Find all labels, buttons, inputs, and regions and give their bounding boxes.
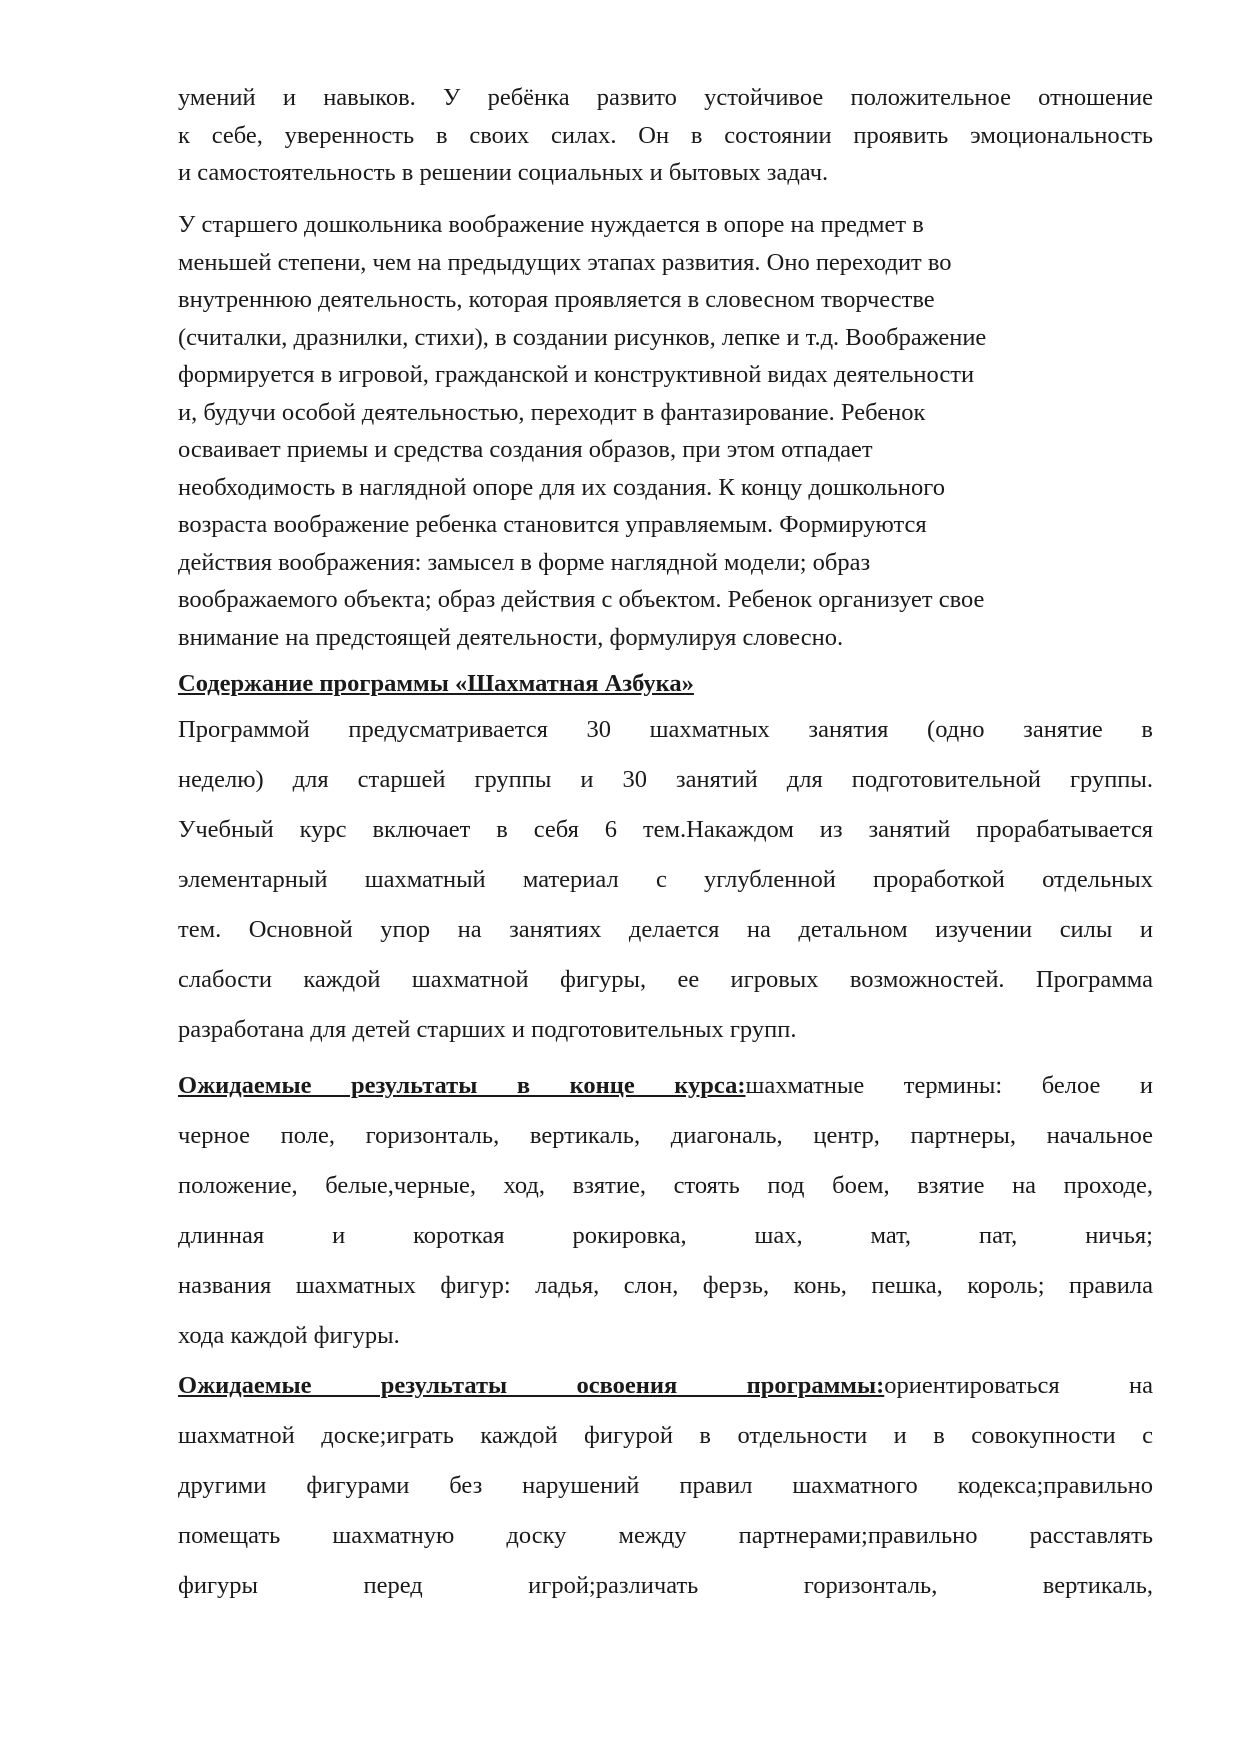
text-line: слабости каждой шахматной фигуры, ее игровых возможностей. Программа [178, 966, 1153, 993]
text-line: черное поле, горизонталь, вертикаль, диагональ, центр, партнеры, начальное [178, 1122, 1153, 1149]
paragraph-lead: Ожидаемые результаты в конце курса: [178, 1072, 746, 1099]
text-line: возраста воображение ребенка становится управляемым. Формируются [178, 511, 927, 538]
text-line: фигуры перед игрой;различать горизонталь, вертикаль, [178, 1572, 1153, 1599]
text-line: Учебный курс включает в себя 6 тем.Накаждом из занятий прорабатывается [178, 816, 1153, 843]
text-line: другими фигурами без нарушений правил шахматного кодекса;правильно [178, 1472, 1153, 1499]
text-line: и, будучи особой деятельностью, переходит в фантазирование. Ребенок [178, 398, 926, 426]
text-segment: шахматные термины: белое и [745, 1072, 1154, 1099]
text-line [178, 1361, 1153, 1411]
paragraph-expected-results-program [178, 1361, 1153, 1611]
text-line: разработана для детей старших и подготовительных групп. [178, 1016, 797, 1043]
paragraph-lead: Ожидаемые результаты освоения программы: [178, 1372, 885, 1399]
text-line: названия шахматных фигур: ладья, слон, ферзь, конь, пешка, король; правила [178, 1272, 1153, 1299]
text-line: элементарный шахматный материал с углубленной проработкой отдельных [178, 866, 1153, 893]
text-line: внимание на предстоящей деятельности, формулируя словесно. [178, 623, 844, 651]
text-line: меньшей степени, чем на предыдущих этапах развития. Оно переходит во [178, 248, 952, 276]
text-line: Программой предусматривается 30 шахматных занятия (одно занятие в [178, 716, 1153, 743]
paragraph-imagination [178, 206, 1153, 656]
text-line: хода каждой фигуры. [178, 1322, 400, 1349]
text-line: (считалки, дразнилки, стихи), в создании рисунков, лепке и т.д. Воображение [178, 323, 987, 351]
paragraph-program-content [178, 705, 1153, 1055]
paragraph-expected-results-course [178, 1061, 1153, 1361]
text-line: необходимость в наглядной опоре для их создания. К концу дошкольного [178, 473, 945, 501]
text-line: У старшего дошкольника воображение нуждается в опоре на предмет в [178, 211, 924, 238]
text-line: воображаемого объекта; образ действия с объектом. Ребенок организует свое [178, 586, 985, 613]
text-line: к себе, уверенность в своих силах. Он в состоянии проявить эмоциональность [178, 121, 1153, 149]
section-heading: Содержание программы «Шахматная Азбука» [178, 670, 694, 697]
text-line [178, 1061, 1153, 1111]
paragraph-self-confidence [178, 79, 1153, 192]
text-line: помещать шахматную доску между партнерами;правильно расставлять [178, 1522, 1153, 1549]
text-line: действия воображения: замысел в форме наглядной модели; образ [178, 548, 871, 576]
text-line: длинная и короткая рокировка, шах, мат, пат, ничья; [178, 1222, 1153, 1249]
text-line: формируется в игровой, гражданской и конструктивной видах деятельности [178, 361, 975, 388]
text-line: и самостоятельность в решении социальных и бытовых задач. [178, 159, 829, 186]
text-segment: ориентироваться на [884, 1372, 1153, 1399]
text-line: неделю) для старшей группы и 30 занятий для подготовительной группы. [178, 766, 1153, 793]
text-line: осваивает приемы и средства создания образов, при этом отпадает [178, 436, 873, 463]
text-line: умений и навыков. У ребёнка развито устойчивое положительное отношение [178, 84, 1153, 111]
text-line: тем. Основной упор на занятиях делается на детальном изучении силы и [178, 916, 1153, 943]
text-line: внутреннюю деятельность, которая проявляется в словесном творчестве [178, 286, 935, 313]
text-line: положение, белые,черные, ход, взятие, стоять под боем, взятие на проходе, [178, 1172, 1153, 1199]
text-line: шахматной доске;играть каждой фигурой в отдельности и в совокупности с [178, 1422, 1153, 1449]
